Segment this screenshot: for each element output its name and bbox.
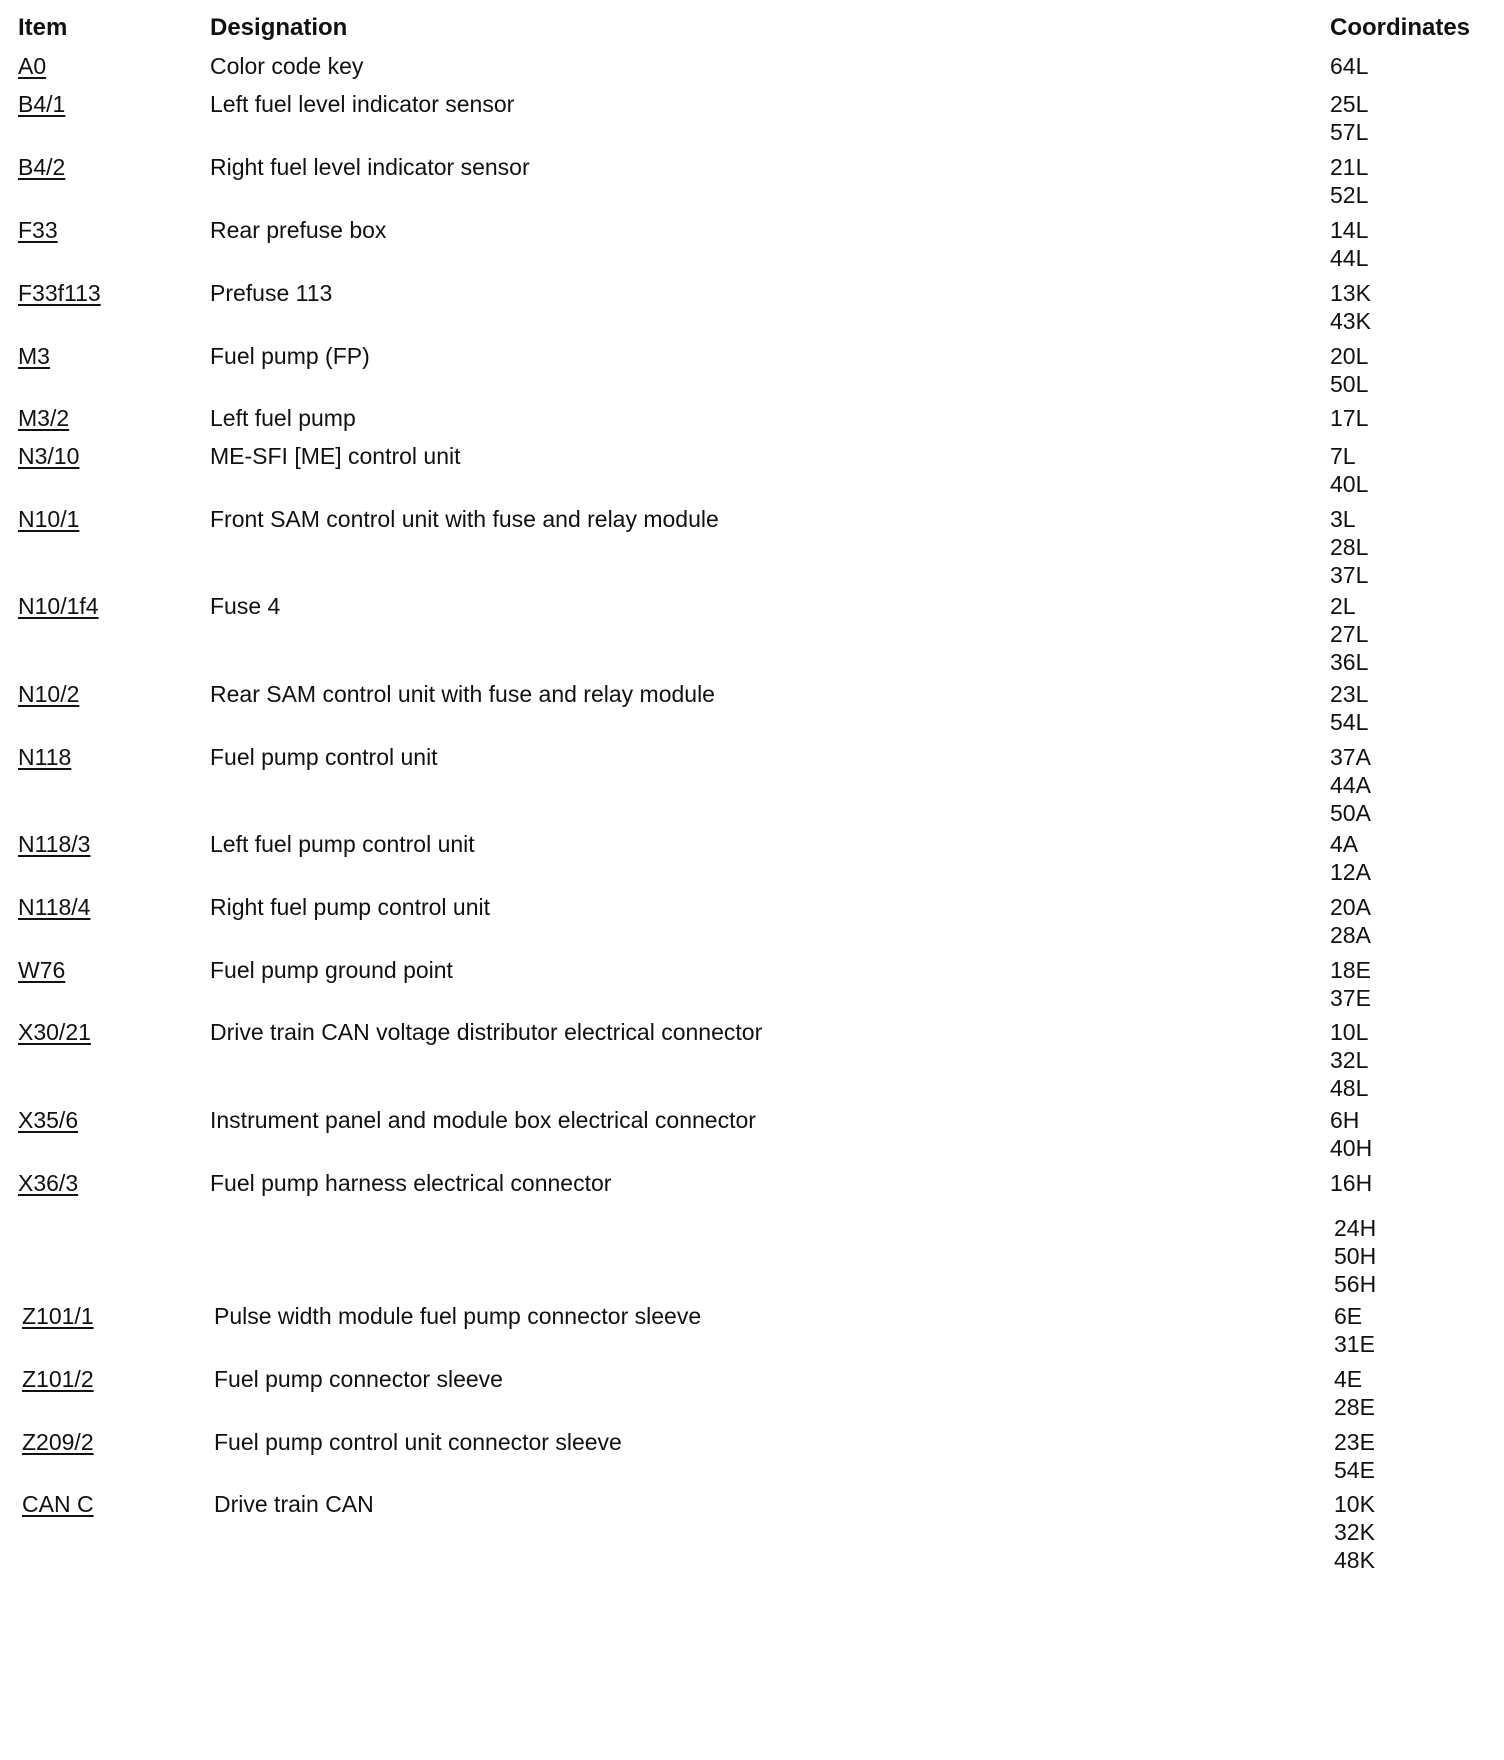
designation-text: Left fuel pump control unit xyxy=(210,831,475,857)
designation-text: Drive train CAN xyxy=(214,1491,374,1517)
designation-text: Drive train CAN voltage distributor electrical connector xyxy=(210,1019,763,1045)
coordinates-cell xyxy=(1330,592,1368,676)
item-link[interactable]: N3/10 xyxy=(18,443,80,469)
designation-text: Fuel pump (FP) xyxy=(210,343,370,369)
coordinates-cell xyxy=(1330,52,1368,80)
designation-text: Instrument panel and module box electrical connector xyxy=(210,1107,756,1133)
coordinate-value: 18E xyxy=(1330,957,1371,983)
designation-text: Rear prefuse box xyxy=(210,217,387,243)
coordinate-value: 28L xyxy=(1330,534,1369,560)
coordinate-value: 28A xyxy=(1330,922,1371,948)
coordinates-cell xyxy=(1330,1169,1372,1197)
designation-text: ME-SFI [ME] control unit xyxy=(210,443,461,469)
coordinates-cell xyxy=(1330,216,1368,272)
item-link[interactable]: X36/3 xyxy=(18,1170,79,1196)
designation-text: Pulse width module fuel pump connector sleeve xyxy=(214,1303,702,1329)
coordinate-value: 64L xyxy=(1330,53,1369,79)
coordinates-cell xyxy=(1330,342,1368,398)
item-link[interactable]: F33f113 xyxy=(18,280,101,306)
coordinate-value: 57L xyxy=(1330,119,1369,145)
coordinate-value: 13K xyxy=(1330,280,1371,306)
header-item: Item xyxy=(18,14,68,41)
coordinates-cell xyxy=(1330,153,1368,209)
designation-text: Front SAM control unit with fuse and relay module xyxy=(210,506,719,532)
coordinate-value: 32K xyxy=(1334,1519,1375,1545)
item-link[interactable]: X30/21 xyxy=(18,1019,91,1045)
designation-text: Rear SAM control unit with fuse and relay module xyxy=(210,681,715,707)
item-link[interactable]: N118 xyxy=(18,744,72,770)
coordinate-value: 17L xyxy=(1330,405,1369,431)
item-link[interactable]: CAN C xyxy=(22,1491,94,1517)
designation-text: Left fuel pump xyxy=(210,405,356,431)
coordinate-value: 4E xyxy=(1334,1366,1363,1392)
coordinate-value: 37L xyxy=(1330,562,1369,588)
header-coordinates: Coordinates xyxy=(1330,14,1471,41)
coordinates-cell xyxy=(1330,404,1368,432)
coordinates-cell xyxy=(1330,680,1368,736)
designation-text: Fuse 4 xyxy=(210,593,281,619)
coordinate-value: 3L xyxy=(1330,506,1356,532)
coordinate-value: 48L xyxy=(1330,1075,1369,1101)
header-designation: Designation xyxy=(210,14,348,41)
item-link[interactable]: F33 xyxy=(18,217,58,243)
coordinate-value: 25L xyxy=(1330,91,1369,117)
coordinate-value: 31E xyxy=(1334,1331,1375,1357)
coordinate-value: 32L xyxy=(1330,1047,1369,1073)
coordinate-value: 6H xyxy=(1330,1107,1360,1133)
coordinate-value: 10L xyxy=(1330,1019,1369,1045)
coordinate-value: 14L xyxy=(1330,217,1369,243)
coordinates-cell xyxy=(1330,830,1371,886)
coordinate-value: 50L xyxy=(1330,371,1369,397)
coordinates-cell xyxy=(1334,1302,1375,1358)
coordinate-value: 37A xyxy=(1330,744,1371,770)
coordinate-value: 10K xyxy=(1334,1491,1375,1517)
coordinate-value: 52L xyxy=(1330,182,1369,208)
coordinate-value: 7L xyxy=(1330,443,1356,469)
coordinate-value: 12A xyxy=(1330,859,1371,885)
coordinate-value: 23L xyxy=(1330,681,1369,707)
coordinate-value: 56H xyxy=(1334,1271,1377,1297)
coordinate-value: 37E xyxy=(1330,985,1371,1011)
coordinate-value: 16H xyxy=(1330,1170,1373,1196)
coordinates-cell xyxy=(1330,1106,1372,1162)
coordinate-value: 20L xyxy=(1330,343,1369,369)
item-link[interactable]: Z101/2 xyxy=(22,1366,94,1392)
coordinates-cell xyxy=(1330,442,1368,498)
coordinate-value: 28E xyxy=(1334,1394,1375,1420)
coordinates-cell xyxy=(1330,505,1368,589)
coordinate-value: 20A xyxy=(1330,894,1371,920)
designation-text: Right fuel pump control unit xyxy=(210,894,490,920)
item-link[interactable]: M3/2 xyxy=(18,405,70,431)
coordinate-value: 44L xyxy=(1330,245,1369,271)
coordinate-value: 43K xyxy=(1330,308,1371,334)
designation-text: Right fuel level indicator sensor xyxy=(210,154,530,180)
item-link[interactable]: W76 xyxy=(18,957,66,983)
designation-text: Fuel pump control unit connector sleeve xyxy=(214,1429,622,1455)
coordinates-cell xyxy=(1334,1428,1375,1484)
item-link[interactable]: N10/1 xyxy=(18,506,80,532)
designation-text: Fuel pump connector sleeve xyxy=(214,1366,503,1392)
coordinate-value: 6E xyxy=(1334,1303,1363,1329)
coordinate-value: 50A xyxy=(1330,800,1371,826)
item-link[interactable]: B4/1 xyxy=(18,91,66,117)
designation-text: Prefuse 113 xyxy=(210,280,333,306)
coordinates-cell xyxy=(1334,1490,1375,1574)
coordinate-value: 2L xyxy=(1330,593,1356,619)
coordinate-value: 21L xyxy=(1330,154,1369,180)
coordinates-cell xyxy=(1330,1018,1368,1102)
coordinates-cell xyxy=(1330,893,1371,949)
designation-text: Color code key xyxy=(210,53,364,79)
coordinate-value: 40L xyxy=(1330,471,1369,497)
coordinate-value: 36L xyxy=(1330,649,1369,675)
item-link[interactable]: N10/2 xyxy=(18,681,80,707)
item-link[interactable]: Z209/2 xyxy=(22,1429,94,1455)
coordinates-cell xyxy=(1334,1214,1376,1298)
coordinates-cell xyxy=(1330,743,1371,827)
item-link[interactable]: X35/6 xyxy=(18,1107,79,1133)
item-link[interactable]: M3 xyxy=(18,343,50,369)
item-link[interactable]: N10/1f4 xyxy=(18,593,99,619)
designation-text: Left fuel level indicator sensor xyxy=(210,91,515,117)
coordinate-value: 54E xyxy=(1334,1457,1375,1483)
item-link[interactable]: A0 xyxy=(18,53,47,79)
coordinate-value: 48K xyxy=(1334,1547,1375,1573)
coordinates-cell xyxy=(1330,279,1371,335)
item-link[interactable]: N118/4 xyxy=(18,894,91,920)
coordinates-cell xyxy=(1334,1365,1375,1421)
coordinate-value: 27L xyxy=(1330,621,1369,647)
coordinate-value: 54L xyxy=(1330,709,1369,735)
coordinate-value: 44A xyxy=(1330,772,1371,798)
designation-text: Fuel pump harness electrical connector xyxy=(210,1170,612,1196)
coordinate-value: 24H xyxy=(1334,1215,1377,1241)
item-link[interactable]: N118/3 xyxy=(18,831,91,857)
item-link[interactable]: B4/2 xyxy=(18,154,66,180)
coordinate-value: 40H xyxy=(1330,1135,1373,1161)
coordinate-value: 4A xyxy=(1330,831,1359,857)
item-link[interactable]: Z101/1 xyxy=(22,1303,94,1329)
coordinates-cell xyxy=(1330,90,1368,146)
coordinate-value: 23E xyxy=(1334,1429,1375,1455)
designation-text: Fuel pump ground point xyxy=(210,957,453,983)
coordinates-cell xyxy=(1330,956,1371,1012)
coordinate-value: 50H xyxy=(1334,1243,1377,1269)
designation-text: Fuel pump control unit xyxy=(210,744,438,770)
